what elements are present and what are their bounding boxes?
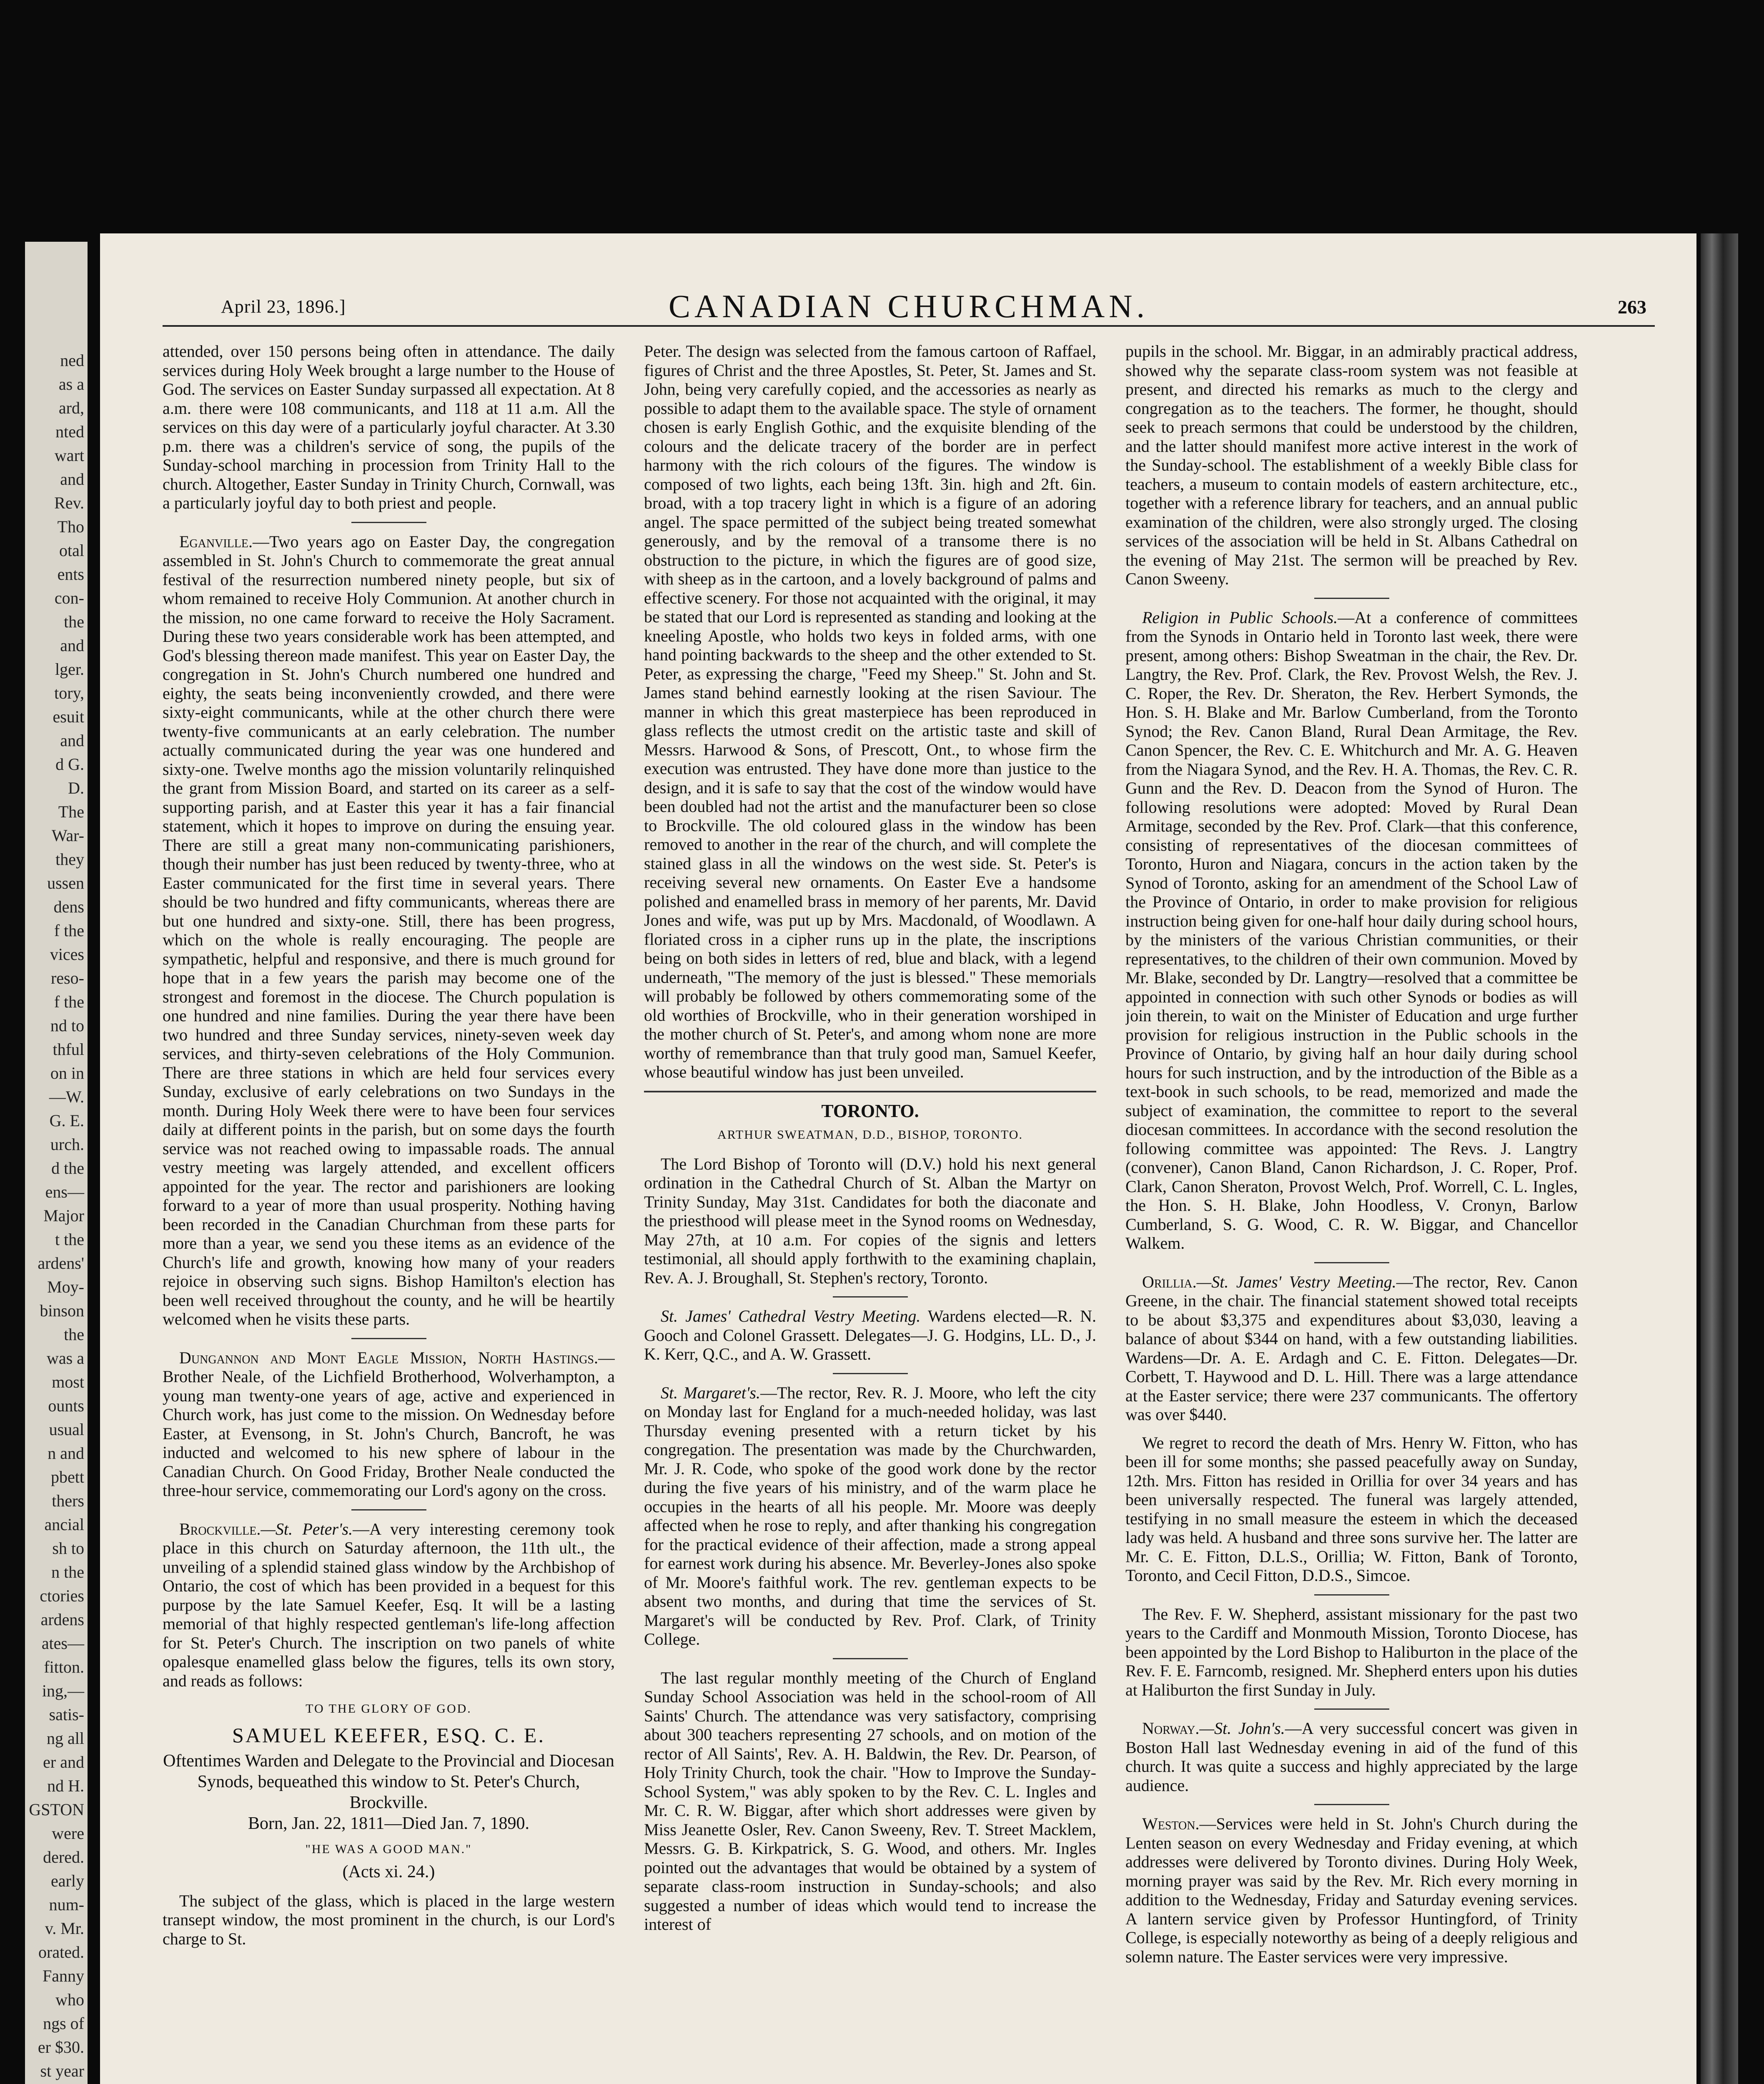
memorial-citation: (Acts xi. 24.) — [342, 1862, 435, 1881]
stub-fragment: ngs of — [43, 2014, 84, 2033]
stub-fragment: ing,— — [42, 1681, 84, 1700]
stub-fragment: sh to — [52, 1539, 84, 1558]
divider — [833, 1658, 908, 1659]
stub-fragment: and — [60, 636, 84, 655]
paragraph: The Lord Bishop of Toronto will (D.V.) hold his next general ordination in the Cathedral Church of St. Alban the Martyr on Trinity Sunday, May 31st. Candidates for both the diaconate and the priesthood will please meet in the Synod rooms on Wednesday, May 27th, at 10 a.m. For copies of the signis and letters testimonial, all should apply forthwith to the examining chaplain, Rev. A. J. Broughall, St. Stephen's rectory, Toronto. — [644, 1154, 1096, 1287]
paragraph — [1125, 1719, 1578, 1795]
stub-fragment: n and — [48, 1444, 84, 1463]
stub-fragment: reso- — [51, 969, 84, 987]
stub-fragment: the — [64, 612, 84, 631]
stub-fragment: G. E. — [49, 1111, 84, 1130]
stub-fragment: ng all — [47, 1729, 84, 1748]
stub-fragment: con- — [54, 589, 84, 607]
divider — [833, 1296, 908, 1297]
stub-fragment: thers — [52, 1491, 84, 1510]
stub-fragment: on in — [50, 1064, 84, 1082]
stub-fragment: ctories — [40, 1586, 84, 1605]
stub-fragment: they — [55, 850, 84, 869]
issue-date: April 23, 1896.] — [221, 296, 346, 317]
paragraph-text: —The rector, Rev. R. J. Moore, who left the city on Monday last for England for a much-needed holiday, was last Thursday evening presented with a return ticket by his congregation. The presentation was made by the Churchwarden, Mr. J. R. Code, who spoke of the good work done by the rector during the five years of his ministry, and of the warm place he occupies in the hearts of all his people. Mr. Moore was deeply affected when he rose to reply, and after thanking his congregation for the practical evidence of their affection, made a strong appeal for earnest work during his absence. Mr. Beverley-Jones also spoke of Mr. Moore's faithful work. The rev. gentleman expects to be absent two months, and during that time the services of St. Margaret's will be conducted by Rev. Prof. Clark, of Trinity College. — [644, 1383, 1096, 1648]
stub-fragment: lger. — [55, 660, 84, 679]
stub-fragment: Moy- — [47, 1277, 84, 1296]
stub-fragment: esuit — [53, 707, 84, 726]
paragraph: We regret to record the death of Mrs. Henry W. Fitton, who has been ill for some months; she passed peacefully away on Sunday, 12th. Mrs. Fitton has resided in Orillia for over 34 years and has been universally respected. The funeral was largely attended, testifying in no small measure the esteem in which the deceased lady was held. A husband and three sons survive her. The latter are Mr. C. E. Fitton, D.L.S., Orillia; W. Fitton, Bank of Toronto, Toronto, and Cecil Fitton, D.D.S., Simcoe. — [1125, 1433, 1578, 1585]
paragraph: The subject of the glass, which is placed in the large western transept window, the most prominent in the church, is our Lord's charge to St. — [163, 1891, 615, 1948]
stub-fragment: and — [60, 731, 84, 750]
column-2 — [644, 342, 1096, 2084]
stub-fragment: was a — [47, 1349, 84, 1368]
paragraph: Peter. The design was selected from the famous cartoon of Raffael, figures of Christ and the three Apostles, St. Peter, St. James and St. John, being very carefully copied, and the accessories as nearly as possible to adapt them to the available space. The style of ornament chosen is early English Gothic, and the exquisite blending of the colours and the delicate tracery of the border are in perfect harmony with the rich colours of the figures. The window is composed of two lights, each being 13ft. 3in. high and 2ft. 6in. broad, with a top tracery light in which is a figure of an adoring angel. The space permitted of the subject being treated somewhat generously, and by the removal of a transome there is no obstruction to the picture, in which the figures are of good size, with sheep as in the cartoon, and a lovely background of palms and effective scenery. For those not acquainted with the original, it may be stated that our Lord is represented as standing and looking at the kneeling Apostle, who holds two keys in folded arms, with one hand pointing backwards to the sheep and the other extended to St. Peter, as expressing the charge, "Feed my Sheep." St. John and St. James stand behind earnestly looking at the risen Saviour. The manner in which this great masterpiece has been reproduced in glass reflects the utmost credit on the artistic taste and skill of Messrs. Harwood & Sons, of Prescott, Ont., to whose firm the execution was entrusted. They have done more than justice to the design, and it is safe to say that the cost of the window would have been doubled had not the artist and the manufacturer been so close to Brockville. The old coloured glass in the window has been removed to another in the rear of the church, and will complete the stained glass in all the windows on the west side. St. Peter's is receiving several new ornaments. On Easter Eve a handsome polished and enamelled brass in memory of her parents, Mr. David Jones and wife, was put up by Mrs. Macdonald, of Woodlawn. A floriated cross in a cipher runs up in the plate, the inscriptions being on both sides in letters of red, blue and black, with a legend underneath, "The memory of the just is blessed." These memorials will probably be followed by others commemorating some of the old worthies of Brockville, who in their generation worshiped in the mother church of St. Peter's, and among whom none are more worthy of remembrance than that truly good man, Samuel Keefer, whose beautiful window has just been unveiled. — [644, 342, 1096, 1081]
paragraph-text: —A very interesting ceremony took place in this church on Saturday afternoon, the 11th ult., the unveiling of a splendid stained glass window by the Archbishop of Ontario, the cost of which has been provided in a bequest for this purpose by the late Samuel Keefer, Esq. It will be a lasting memorial of that highly respected gentleman's life-long affection for St. Peter's Church. The inscription on two panels of white opalesque enamelled glass below the figures, tells its own story, and reads as follows: — [163, 1519, 615, 1690]
memorial-dates: Born, Jan. 22, 1811—Died Jan. 7, 1890. — [248, 1814, 530, 1833]
stub-fragment: dens — [53, 897, 84, 916]
divider — [1314, 1594, 1389, 1596]
place-heading: Weston. — [1142, 1814, 1200, 1833]
stub-fragment: satis- — [49, 1705, 84, 1724]
place-heading: Dungannon and Mont Eagle Mission, North Hastings. — [179, 1348, 598, 1367]
divider — [351, 1338, 426, 1339]
section-heading: TORONTO. — [821, 1100, 919, 1121]
paragraph-text: —Two years ago on Easter Day, the congregation assembled in St. John's Church to commemorate the great annual festival of the resurrection numbered ninety people, but six of whom remained to receive Holy Communion. At another church in the mission, no one came forward to receive the Holy Sacrament. During these two years considerable work has been attempted, and God's blessing thereon made manifest. This year on Easter Day, the congregation in St. John's Church numbered one hundred and eighty, the seats being inconveniently crowded, and there were sixty-eight communicants, while at the other church there were twenty-five communicants at an early celebration. The number actually communicated during the year was one hundered and sixty-one. Twelve months ago the mission voluntarily relinquished the grant from Mission Board, and started on its career as a self-supporting parish, and at Easter this year it has a fair financial statement, which it hopes to improve on during the ensuing year. There are still a great many non-communicating parishioners, though their number has just been reduced by twenty-three, who at Easter communicated for the first time in several years. There should be two hundred and fifty communicants, whereas there are but one hundred and sixty-one. Still, there has been progress, which on the whole is really encouraging. The people are sympathetic, helpful and responsive, and there is much ground for hope that in a few years the parish may become one of the strongest and foremost in the diocese. The Church population is one hundred and nine families. During the year there have been two hundred and three Sunday services, ninety-seven week day services, and thirty-seven celebrations of the Holy Communion. There are three stations in which are held four services every Sunday, exclusive of early celebrations on two Sundays in the month. During Holy Week there were to have been four services daily at different points in the parish, but on some days the fourth service was not reached owing to impassable roads. The annual vestry meeting was largely attended, and excellent officers appointed for the year. The rector and parishioners are looking forward to a year of more than usual prosperity. Nothing having been recorded in the Canadian Churchman from these parts for more than a year, we send you these items as an evidence of the Church's life and growth, knowing how many of your readers rejoice in observing such signs. Bishop Hamilton's election has been well received throughout the county, and he will be heartily welcomed when he visits these parts. — [163, 532, 615, 1328]
stub-fragment: Tho — [57, 517, 84, 536]
divider — [1314, 1804, 1389, 1805]
column-3 — [1125, 342, 1578, 2084]
sub-heading: —St. John's. — [1199, 1719, 1285, 1738]
stub-fragment: who — [55, 1990, 84, 2009]
paragraph: The last regular monthly meeting of the Church of England Sunday School Association was held in the school-room of All Saints' Church. The attendance was very satisfactory, comprising about 300 teachers representing 27 schools, and on motion of the rector of All Saints', Rev. A. H. Baldwin, the Rev. Dr. Pearson, of Holy Trinity Church, took the chair. "How to Improve the Sunday-School System," was ably spoken to by the Rev. C. L. Ingles and Mr. C. R. W. Biggar, after which short addresses were given by Miss Jeanette Osler, Rev. Canon Sweeny, Rev. T. Street Macklem, Messrs. G. B. Kirkpatrick, S. G. Wood, and others. Mr. Ingles pointed out the advantages that would be obtained by a system of separate class-room instruction in Sunday-schools; and also suggested a number of ideas which would tend to increase the interest of — [644, 1668, 1096, 1934]
paragraph-text: —Services were held in St. John's Church during the Lenten season on every Wednesday and Friday evening, at which addresses were delivered by Toronto divines. During Holy Week, morning prayer was said by the Rev. Mr. Rich every morning in addition to the Wednesday, Friday and Saturday evening services. A lantern service given by Professor Huntingford, of Trinity College, is especially noteworthy as being of a deeply religious and solemn nature. The Easter services were very impressive. — [1125, 1814, 1578, 1966]
stub-fragment: ents — [57, 565, 84, 584]
stub-fragment: wart — [54, 446, 84, 465]
paragraph — [163, 532, 615, 1329]
paragraph — [163, 1520, 615, 1691]
adjacent-page-stub — [25, 242, 88, 2084]
paragraph-text: Wardens elected—R. N. Gooch and Colonel Grassett. Delegates—J. G. Hodgins, LL. D., J. K. Kerr, Q.C., and A. W. Grassett. — [644, 1307, 1096, 1363]
stub-fragment: d the — [51, 1159, 84, 1177]
stub-fragment: ard, — [58, 398, 84, 417]
stub-fragment: vices — [50, 945, 84, 964]
memorial-name: SAMUEL KEEFER, ESQ. C. E. — [232, 1723, 545, 1747]
stub-fragment: er $30. — [38, 2038, 84, 2056]
place-heading: Orillia. — [1142, 1272, 1197, 1291]
stub-fragment: otal — [59, 541, 84, 560]
stub-fragment: Rev. — [54, 493, 84, 512]
divider — [351, 522, 426, 523]
memorial-dedication: TO THE GLORY OF GOD. — [306, 1702, 472, 1716]
sub-heading: —St. James' Vestry Meeting. — [1196, 1272, 1396, 1291]
stub-fragment: most — [52, 1373, 84, 1391]
stub-fragment: The — [58, 802, 84, 821]
stub-fragment: num- — [49, 1895, 84, 1914]
paragraph — [1125, 1814, 1578, 1966]
stub-fragment: ardens — [40, 1610, 84, 1629]
stub-fragment: urch. — [50, 1135, 84, 1154]
sub-heading: —St. Peter's. — [261, 1519, 353, 1538]
stub-fragment: D. — [68, 779, 84, 797]
paragraph-text: —The rector, Rev. Canon Greene, in the chair. The financial statement showed total receipts to be about $3,375 and expenditures about $3,030, leaving a balance of about $344 on hand, with a few outstanding liabilities. Wardens—Dr. A. E. Ardagh and C. E. Fitton. Delegates—Dr. Corbett, T. Haywood and D. L. Hill. There was a large attendance at the Easter service; there were 237 communicants. The offertory was over $440. — [1125, 1272, 1578, 1424]
stub-fragment: nted — [55, 422, 84, 441]
stub-fragment: Major — [43, 1206, 84, 1225]
stub-fragment: and — [60, 470, 84, 488]
divider — [1314, 598, 1389, 599]
paragraph-text: —Brother Neale, of the Lichfield Brotherhood, Wolverhampton, a young man twenty-one years of age, active and experienced in Church work, has just come to the mission. On Wednesday before Easter, at Evensong, in St. John's Church, Bancroft, he was inducted and welcomed to his new sphere of labour in the Canadian Church. On Good Friday, Brother Neale conducted the three-hour service, commemorating our Lord's agony on the cross. — [163, 1348, 615, 1500]
page-number: 263 — [1618, 296, 1646, 318]
stub-fragment: orated. — [38, 1943, 84, 1961]
page-header — [163, 288, 1655, 327]
memorial-quote: "HE WAS A GOOD MAN." — [305, 1842, 472, 1856]
stub-fragment: Fanny — [43, 1966, 84, 1985]
place-heading: Eganville. — [179, 532, 253, 551]
masthead-title: CANADIAN CHURCHMAN. — [668, 288, 1149, 324]
stub-fragment: pbett — [51, 1468, 84, 1486]
stub-fragment: early — [51, 1871, 84, 1890]
paragraph — [644, 1383, 1096, 1649]
newspaper-page — [100, 233, 1696, 2084]
place-heading: Norway. — [1142, 1719, 1200, 1738]
stub-fragment: nd to — [50, 1016, 84, 1035]
paragraph: pupils in the school. Mr. Biggar, in an admirably practical address, showed why the separate class-room system was not feasible at present, and directed his remarks as much to the clergy and congregation as to the teachers. The former, he thought, should seek to preach sermons that could be understood by the children, and the latter should manifest more active interest in the work of the Sunday-school. The establishment of a weekly Bible class for teachers, a museum to contain models of eastern architecture, etc., together with a reference library for teachers, and an annual public examination of the children, were also strongly urged. The closing services of the association will be held in St. Albans Cathedral on the evening of May 21st. The sermon will be preached by Rev. Canon Sweeny. — [1125, 342, 1578, 588]
stub-fragment: usual — [49, 1420, 84, 1439]
paragraph: The Rev. F. W. Shepherd, assistant missionary for the past two years to the Cardiff and Monmouth Mission, Toronto Diocese, has been appointed by the Lord Bishop to Haliburton in the place of the Rev. F. E. Farncomb, resigned. Mr. Shepherd enters upon his duties at Haliburton the first Sunday in July. — [1125, 1604, 1578, 1699]
section-subheading: ARTHUR SWEATMAN, D.D., BISHOP, TORONTO. — [717, 1128, 1023, 1142]
stub-fragment: v. Mr. — [45, 1919, 84, 1938]
stub-fragment: the — [64, 1325, 84, 1344]
stub-fragment: n the — [51, 1563, 84, 1581]
divider — [351, 1509, 426, 1510]
stub-fragment: were — [52, 1824, 84, 1843]
divider — [833, 1373, 908, 1374]
stub-fragment: binson — [40, 1301, 84, 1320]
stub-fragment: War- — [51, 826, 84, 845]
book-edge — [1701, 233, 1738, 2084]
item-heading: St. Margaret's. — [661, 1383, 760, 1402]
stub-fragment: thful — [53, 1040, 84, 1059]
stub-fragment: ates— — [41, 1634, 84, 1653]
stub-fragment: tory, — [54, 684, 84, 702]
stub-fragment: er and — [43, 1753, 84, 1771]
stub-fragment: dered. — [43, 1848, 84, 1866]
stub-fragment: fitton. — [44, 1658, 84, 1676]
stub-fragment: st year — [40, 2061, 84, 2080]
place-heading: Brockville. — [179, 1519, 261, 1538]
paragraph — [1125, 608, 1578, 1253]
column-1 — [163, 342, 615, 2084]
stub-fragment: ned — [60, 351, 84, 370]
stub-fragment: ancial — [44, 1515, 84, 1534]
paragraph-text: —A very successful concert was given in Boston Hall last Wednesday evening in aid of the fund of this church. It was quite a success and highly appreciated by the large audience. — [1125, 1719, 1578, 1795]
stub-fragment: ens— — [45, 1182, 84, 1201]
stub-fragment: f the — [54, 992, 84, 1011]
paragraph — [1125, 1272, 1578, 1424]
paragraph-text: —At a conference of committees from the Synods in Ontario held in Toronto last week, there were present, among others: Bishop Sweatman in the chair, the Rev. Dr. Langtry, the Rev. Prof. Clark, the Rev. Provost Welsh, the Rev. J. C. Roper, the Rev. Dr. Sheraton, the Rev. Herbert Symonds, the Hon. S. H. Blake and Mr. Barlow Cumberland, from the Toronto Synod; the Rev. Canon Bland, Rural Dean Armitage, the Rev. Canon Spencer, the Rev. C. E. Whitchurch and Mr. A. G. Heaven from the Niagara Synod, and the Rev. H. A. Thomas, the Rev. C. R. Gunn and the Rev. D. Deacon from the Synod of Huron. The following resolutions were adopted: Moved by Rural Dean Armitage, seconded by the Rev. Prof. Clark—that this conference, consisting of representatives of the diocesan committees of Toronto, Huron and Niagara, concurs in the action taken by the Synod of Toronto, asking for an amendment of the School Law of the Province of Ontario, in order to make provision for religious instruction being given for one-half hour daily during school hours, by the ministers of the various Christian communities, or their representatives, to the children of their own communion. Moved by Mr. Blake, seconded by Dr. Langtry—resolved that a committee be appointed in connection with such other Synods or bodies as will join therein, to wait on the Minister of Education and urge further provision for religious instruction in the Public schools in the Province of Ontario, by giving half an hour daily during school hours for such instruction, and by the introduction of the Bible as a text-book in such schools, to be read, memorized and made the subject of examination, the committee to report to the several diocesan committees. In accordance with the second resolution the following committee was appointed: The Revs. J. Langtry (convener), Canon Bland, Canon Richardson, J. C. Roper, Prof. Clark, Canon Sheraton, Provost Welch, Prof. Worrell, C. L. Ingles, the Hon. S. H. Blake, John Hoodless, V. Cronyn, Barlow Cumberland, S. G. Wood, C. R. W. Biggar, and Chancellor Walkem. — [1125, 608, 1578, 1252]
item-heading: Religion in Public Schools. — [1142, 608, 1338, 627]
divider — [1314, 1262, 1389, 1263]
divider — [644, 1091, 1096, 1092]
item-heading: St. James' Cathedral Vestry Meeting. — [661, 1307, 921, 1325]
paragraph — [163, 1348, 615, 1500]
stub-fragment: ounts — [48, 1396, 84, 1415]
memorial-text: Oftentimes Warden and Delegate to the Provincial and Diocesan Synods, bequeathed this window to St. Peter's Church, Brockville. — [163, 1751, 614, 1812]
stub-fragment: nd H. — [47, 1776, 84, 1795]
stub-fragment: as a — [58, 375, 84, 393]
stub-fragment: ardens' — [38, 1254, 84, 1272]
paragraph: attended, over 150 persons being often in attendance. The daily services during Holy Week brought a large number to the House of God. The services on Easter Sunday surpassed all expectation. At 8 a.m. there were 108 communicants, and 118 at 11 a.m. All the services on this day were of a particularly joyful character. At 3.30 p.m. there was a children's service of song, the pupils of the Sunday-school marching in procession from Trinity Hall to the church. Altogether, Easter Sunday in Trinity Church, Cornwall, was a particularly joyful day to both priest and people. — [163, 342, 615, 512]
stub-fragment: d G. — [55, 755, 84, 774]
stub-fragment: —W. — [49, 1087, 84, 1106]
stub-fragment: ussen — [47, 874, 84, 892]
stub-fragment: GSTON — [29, 1800, 84, 1819]
divider — [1314, 1708, 1389, 1710]
paragraph — [644, 1307, 1096, 1364]
stub-fragment: t the — [55, 1230, 84, 1249]
stub-fragment: f the — [54, 921, 84, 940]
